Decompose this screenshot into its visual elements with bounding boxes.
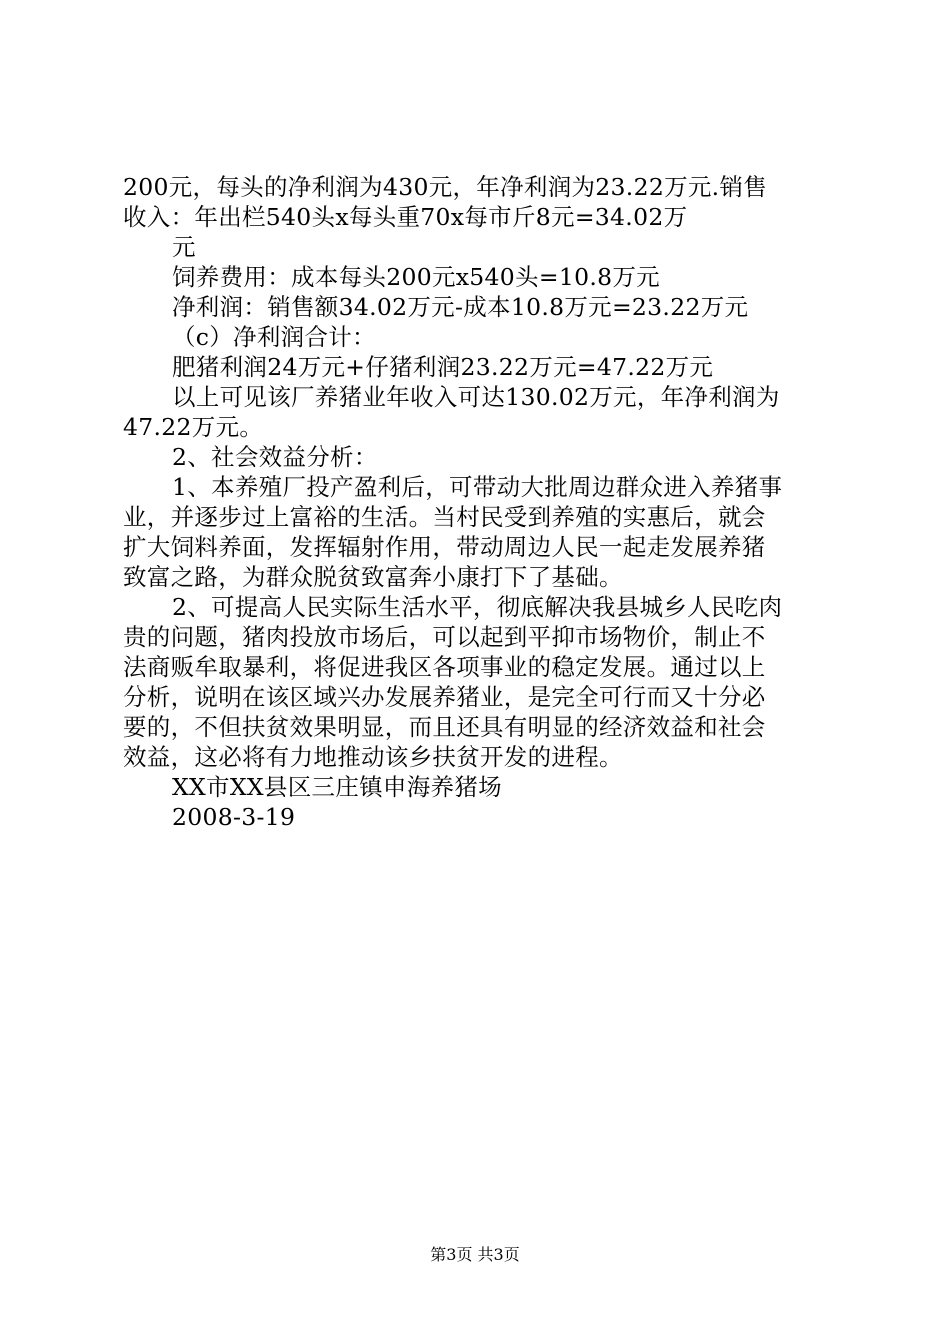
page-number-footer: 第3页 共3页: [430, 1245, 520, 1264]
text-line-18: 分析，说明在该区域兴办发展养猪业，是完全可行而又十分必: [123, 683, 766, 711]
text-line-13: 扩大饲料养面，发挥辐射作用，带动周边人民一起走发展养猪: [123, 533, 766, 561]
text-line-11: 1、本养殖厂投产盈利后，可带动大批周边群众进入养猪事: [172, 473, 783, 501]
text-line-15: 2、可提高人民实际生活水平，彻底解决我县城乡人民吃肉: [172, 593, 783, 621]
text-line-4: 饲养费用：成本每头200元x540头=10.8万元: [172, 263, 660, 291]
document-body: [123, 172, 833, 832]
text-line-7: 肥猪利润24万元+仔猪利润23.22万元=47.22万元: [172, 353, 714, 381]
text-line-5: 净利润：销售额34.02万元-成本10.8万元=23.22万元: [172, 293, 749, 321]
text-line-12: 业，并逐步过上富裕的生活。当村民受到养殖的实惠后，就会: [123, 503, 766, 531]
text-line-2: 收入：年出栏540头x每头重70x每市斤8元=34.02万: [123, 203, 688, 231]
text-line-6: （c）净利润合计：: [172, 323, 376, 351]
signature-date: 2008-3-19: [172, 803, 296, 831]
section-heading: 2、社会效益分析：: [172, 443, 378, 471]
text-line-17: 法商贩牟取暴利，将促进我区各项事业的稳定发展。通过以上: [123, 653, 766, 681]
text-line-19: 要的，不但扶贫效果明显，而且还具有明显的经济效益和社会: [123, 713, 766, 741]
text-line-3: 元: [172, 233, 196, 261]
text-line-8: 以上可见该厂养猪业年收入可达130.02万元，年净利润为: [172, 383, 780, 411]
text-line-14: 致富之路，为群众脱贫致富奔小康打下了基础。: [123, 563, 623, 591]
signature-organization: XX市XX县区三庄镇申海养猪场: [172, 773, 502, 801]
text-line-9: 47.22万元。: [123, 413, 264, 441]
text-line-16: 贵的问题，猪肉投放市场后，可以起到平抑市场物价，制止不: [123, 623, 766, 651]
text-line-20: 效益，这必将有力地推动该乡扶贫开发的进程。: [123, 743, 623, 771]
text-line-1: 200元，每头的净利润为430元，年净利润为23.22万元.销售: [123, 173, 768, 201]
